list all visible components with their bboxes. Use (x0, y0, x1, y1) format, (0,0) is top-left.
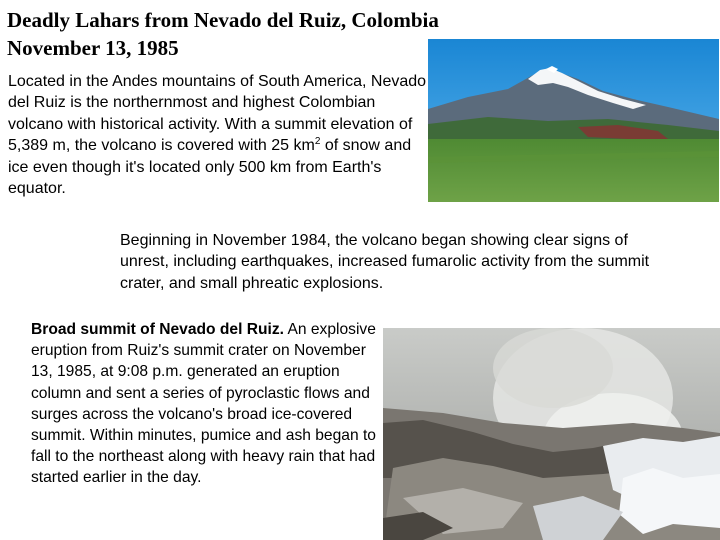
title-line-2: November 13, 1985 (7, 36, 179, 60)
eruption-paragraph (31, 319, 386, 489)
nevado-del-ruiz-mountain-photo (428, 39, 719, 202)
mountain-photo-illustration (428, 39, 719, 202)
superscript-2: 2 (314, 136, 321, 148)
eruption-summit-photo (383, 328, 720, 540)
unrest-paragraph: Beginning in November 1984, the volcano began showing clear signs of unrest, including earthquakes, increased fumarolic activity from the summit crater, and small phreatic explosions. (120, 232, 650, 292)
title-line-1: Deadly Lahars from Nevado del Ruiz, Colombia (7, 8, 439, 32)
intro-text-end: of snow and ice even though it's located only 500 km from Earth's equator. (8, 137, 412, 198)
intro-paragraph (8, 71, 428, 199)
eruption-photo-illustration (383, 328, 720, 540)
intro-text: Located in the Andes mountains of South America, Nevado del Ruiz is the northernmost and highest Colombian volcano with historical activity. With a summit elevation of 5,389 m, the volcano is covered with 25 km (8, 73, 427, 155)
eruption-text: An explosive eruption from Ruiz's summit crater on November 13, 1985, at 9:08 p.m. generated an eruption column and sent a series of pyroclastic flows and surges across the volcano's broad ice-covered summit. Within minutes, pumice and ash began to fall to the northeast along with heavy rain that had started earlier in the day. (31, 321, 376, 487)
photo-caption: Broad summit of Nevado del Ruiz. (31, 321, 284, 338)
